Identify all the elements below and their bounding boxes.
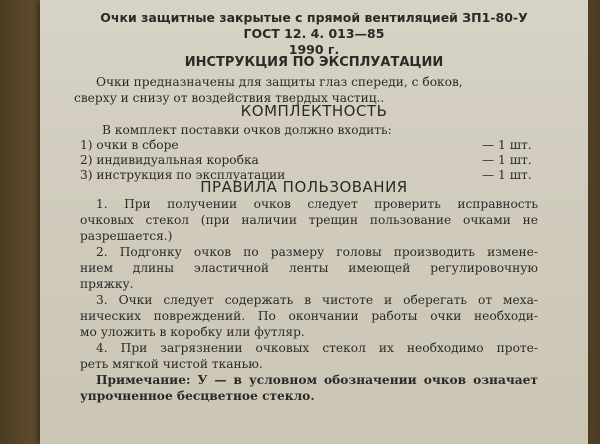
rules-line-7: 3. Очки следует содержать в чистоте и оберегать от меха- [96,293,538,307]
completeness-lead: В комплект поставки очков должно входить: [102,123,392,137]
year: 1990 г. [288,42,340,57]
instruction-sheet [40,0,588,444]
completeness-item-2: 2) индивидуальная коробка [80,153,259,167]
gost-number: ГОСТ 12. 4. 013—85 [243,26,385,41]
completeness-item-3-qty: — 1 шт. [482,168,532,182]
completeness-item-2-qty: — 1 шт. [482,153,532,167]
rules-line-3: разрешается.) [80,229,173,243]
rules-line-10: 4. При загрязнении очковых стекол их необходимо проте- [96,341,538,355]
document-title: ИНСТРУКЦИЯ ПО ЭКСПЛУАТАЦИИ [184,55,444,70]
rules-line-8: нических повреждений. По окончании работы очки необходи- [80,309,538,323]
rules-line-2: очковых стекол (при наличии трещин пользование очками не [80,213,538,227]
note-line-1: Примечание: У — в условном обозначении очков означает [96,373,538,387]
completeness-item-1: 1) очки в сборе [80,138,179,152]
product-name: Очки защитные закрытые с прямой вентиляцией ЗП1-80-У [100,10,528,25]
completeness-item-1-qty: — 1 шт. [482,138,532,152]
intro-line-1: Очки предназначены для защиты глаз спереди, с боков, [96,75,463,89]
rules-line-4: 2. Подгонку очков по размеру головы производить измене- [96,245,538,259]
note-line-2: упрочненное бесцветное стекло. [80,389,315,403]
intro-line-2: сверху и снизу от воздействия твердых частиц.. [74,91,385,105]
rules-line-9: мо уложить в коробку или футляр. [80,325,305,339]
rules-line-1: 1. При получении очков следует проверить исправность [96,197,538,211]
completeness-heading: КОМПЛЕКТНОСТЬ [240,102,388,120]
rules-line-6: пряжку. [80,277,134,291]
rules-heading: ПРАВИЛА ПОЛЬЗОВАНИЯ [200,178,408,196]
rules-line-5: нием длины эластичной ленты имеющей регулировочную [80,261,538,275]
rules-line-11: реть мягкой чистой тканью. [80,357,263,371]
completeness-item-3: 3) инструкция по эксплуатации [80,168,286,182]
